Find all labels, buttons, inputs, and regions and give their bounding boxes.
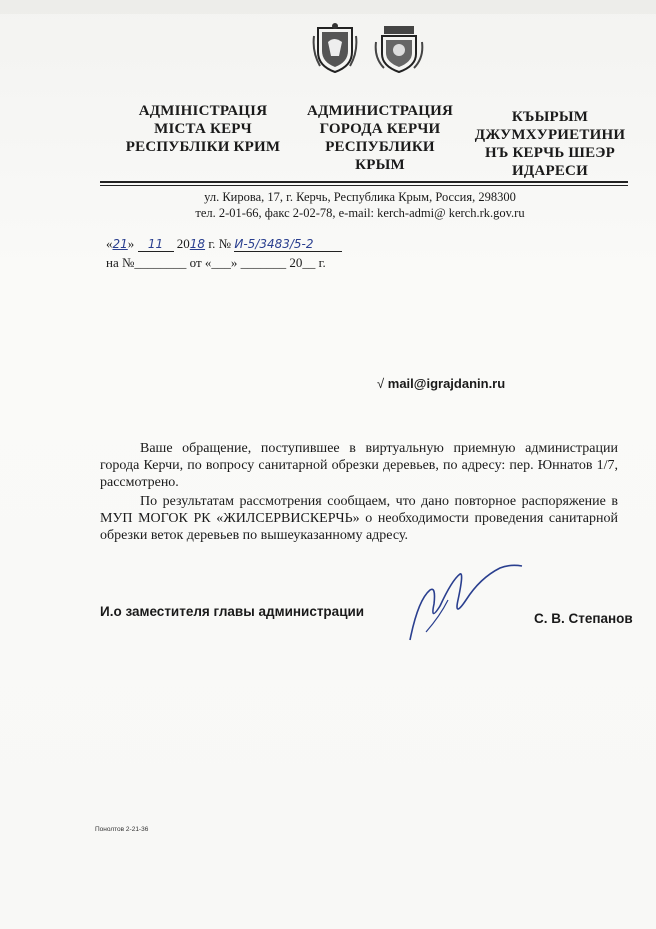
address-line: ул. Кирова, 17, г. Керчь, Республика Крым, Россия, 298300 xyxy=(204,190,516,204)
header-rule-thick xyxy=(100,181,628,183)
signatory-name: С. В. Степанов xyxy=(534,611,633,626)
reg-year: 18 xyxy=(189,237,206,251)
reg-number: И-5/3483/5-2 xyxy=(234,237,342,252)
recipient-email xyxy=(377,376,505,391)
contacts-line: тел. 2-01-66, факс 2-02-78, e-mail: kerch-admi@ kerch.rk.gov.ru xyxy=(195,206,525,220)
kerch-coat-of-arms-icon xyxy=(374,22,424,74)
header-russian-text: АДМИНИСТРАЦИЯ ГОРОДА КЕРЧИ РЕСПУБЛИКИ КРЫМ xyxy=(307,103,453,173)
registration-line: «21» 11 2018 г. № И-5/3483/5-2 xyxy=(106,236,342,252)
body-paragraph-2: По результатам рассмотрения сообщаем, что дано повторное распоряжение в МУП МОГОК РК «ЖИЛСЕРВИСКЕРЧЬ» о необходимости проведения санитарной обрезки веток деревьев по вышеуказанному адресу. xyxy=(100,494,618,543)
scan-shadow xyxy=(0,0,656,14)
reg-month: 11 xyxy=(138,237,174,252)
crimea-coat-of-arms-icon xyxy=(312,22,358,74)
signatory-title: И.о заместителя главы администрации xyxy=(100,604,365,619)
recipient-email-text: mail@igrajdanin.ru xyxy=(387,376,506,391)
header-crimean-tatar xyxy=(460,108,640,180)
header-ukrainian-text: АДМІНІСТРАЦІЯ МІСТА КЕРЧ РЕСПУБЛІКИ КРИМ xyxy=(125,103,281,155)
header-rule-thin xyxy=(100,185,628,186)
header-ukrainian xyxy=(108,102,298,156)
reg-year-prefix: 20 xyxy=(176,236,190,251)
executor-note: Понолтов 2-21-36 xyxy=(95,826,149,833)
reg-number-label: г. № xyxy=(208,236,232,251)
header-crimean-tatar-text: КЪЫРЫМ ДЖУМХУРИЕТИНИ НЪ КЕРЧЬ ШЕЭР ИДАРЕСИ xyxy=(474,109,626,179)
body-paragraph-1: Ваше обращение, поступившее в виртуальную приемную администрации города Керчи, по вопросу санитарной обрезки деревьев, по адресу: пер. Юннатов 1/7, рассмотрено. xyxy=(100,441,618,490)
header-russian xyxy=(290,102,470,174)
check-mark-icon: √ xyxy=(377,376,385,391)
reg-day: 21 xyxy=(112,237,128,251)
handwritten-signature-icon xyxy=(400,560,530,644)
reply-to-line: на №________ от «___» _______ 20__ г. xyxy=(106,255,326,270)
